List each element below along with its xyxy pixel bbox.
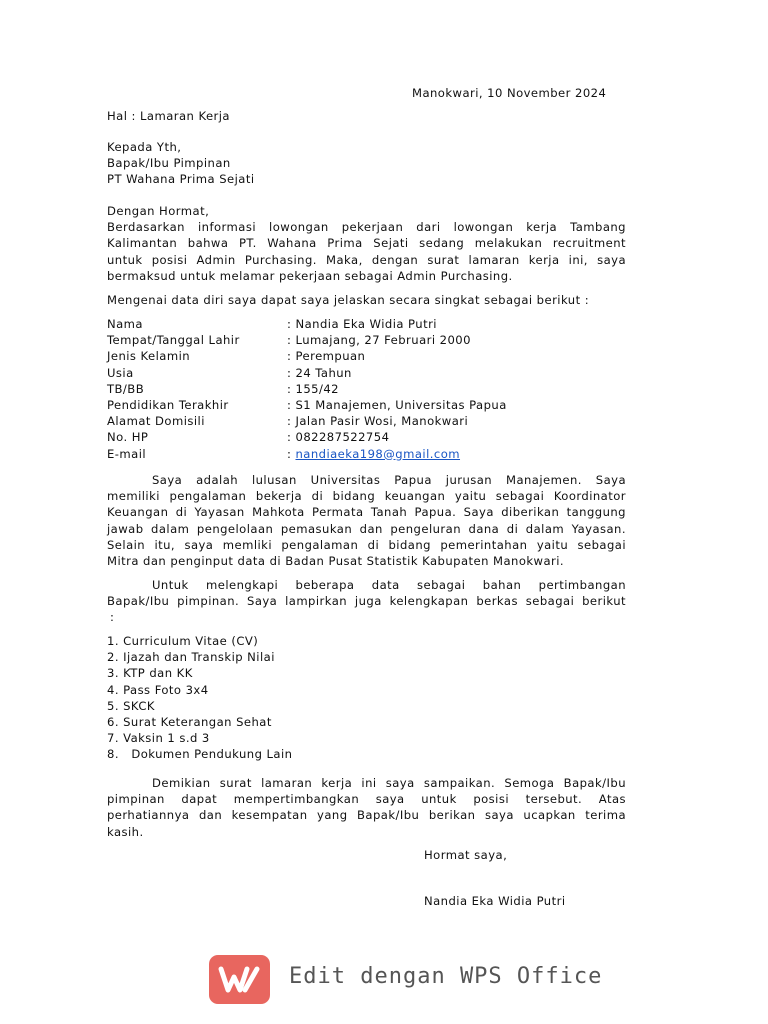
paragraph-line: Saya adalah lulusan Universitas Papua jurusan Manajemen. Saya	[152, 473, 626, 487]
personal-data-row	[107, 429, 626, 445]
wps-logo-glyph	[209, 955, 270, 1004]
letter-date: Manokwari, 10 November 2024	[412, 86, 607, 100]
list-item: 4. Pass Foto 3x4	[107, 682, 209, 697]
personal-data-table	[107, 316, 626, 462]
field-label: E-mail	[107, 446, 147, 461]
paragraph-line: Mengenai data diri saya dapat saya jelaskan secara singkat sebagai berikut :	[107, 293, 590, 307]
field-label: Tempat/Tanggal Lahir	[107, 333, 240, 348]
intro-paragraph	[107, 203, 626, 284]
email-row	[107, 446, 626, 462]
paragraph-line: Kalimantan bahwa PT. Wahana Prima Sejati sedang melakukan recruitment	[107, 236, 626, 251]
list-item: 3. KTP dan KK	[107, 666, 193, 681]
list-item: 8. Dokumen Pendukung Lain	[107, 747, 293, 762]
field-value: : 24 Tahun	[287, 365, 352, 380]
subject-line: Hal : Lamaran Kerja	[107, 109, 230, 123]
personal-data-row	[107, 381, 626, 397]
attachment-list	[107, 633, 626, 763]
field-label: TB/BB	[107, 381, 145, 396]
paragraph-line: Bapak/Ibu pimpinan. Saya lampirkan juga kelengkapan berkas sebagai berikut	[107, 594, 626, 609]
letter-subject	[107, 108, 626, 124]
paragraph-line: :	[110, 610, 115, 625]
paragraph-line: kasih.	[107, 824, 144, 839]
paragraph-line: Berdasarkan informasi lowongan pekerjaan dari lowongan kerja Tambang	[107, 220, 626, 235]
wps-logo-icon[interactable]	[209, 955, 270, 1004]
email-link[interactable]: nandiaeka198@gmail.com	[295, 446, 461, 461]
field-value: : Lumajang, 27 Februari 2000	[287, 333, 471, 348]
data-intro	[107, 292, 626, 308]
field-label: Alamat Domisili	[107, 414, 205, 429]
closing-paragraph	[107, 775, 626, 840]
paragraph-line: untuk posisi Admin Purchasing. Maka, dengan surat lamaran kerja ini, saya	[107, 252, 626, 267]
paragraph-line: memiliki pengalaman bekerja di bidang keuangan yaitu sebagai Koordinator	[107, 489, 626, 504]
greeting: Dengan Hormat,	[107, 204, 210, 218]
paragraph-line: bermaksud untuk melamar pekerjaan sebagai Admin Purchasing.	[107, 268, 513, 283]
field-label: Nama	[107, 317, 143, 331]
personal-data-row	[107, 348, 626, 364]
paragraph-line: Selain itu, saya memliki pengalaman di bidang pemerintahan yaitu sebagai	[107, 537, 626, 552]
field-label: Usia	[107, 365, 134, 380]
body-paragraph-experience	[107, 472, 626, 569]
field-label: Jenis Kelamin	[107, 349, 191, 364]
body-paragraph-attachments	[107, 577, 626, 626]
paragraph-line: Demikian surat lamaran kerja ini saya sampaikan. Semoga Bapak/Ibu	[152, 776, 626, 790]
recipient-line: Bapak/Ibu Pimpinan	[107, 156, 231, 171]
email-colon: :	[287, 446, 296, 461]
personal-data-row	[107, 332, 626, 348]
field-value: : S1 Manajemen, Universitas Papua	[287, 397, 507, 412]
field-label: Pendidikan Terakhir	[107, 397, 229, 412]
signoff: Hormat saya,	[424, 848, 508, 862]
list-item: 5. SKCK	[107, 698, 155, 713]
field-value: : 155/42	[287, 381, 339, 396]
paragraph-line: perhatiannya dan kesempatan yang Bapak/Ibu berikan saya ucapkan terima	[107, 808, 626, 823]
list-item: 6. Surat Keterangan Sehat	[107, 714, 272, 729]
field-value: : Nandia Eka Widia Putri	[287, 317, 437, 331]
signature-name: Nandia Eka Widia Putri	[424, 894, 566, 908]
recipient-line: PT Wahana Prima Sejati	[107, 172, 255, 187]
field-value: : Perempuan	[287, 349, 366, 364]
edit-with-wps-link[interactable]: Edit dengan WPS Office	[289, 964, 603, 989]
paragraph-line: pimpinan dapat mempertimbangkan saya untuk posisi tersebut. Atas	[107, 792, 626, 807]
personal-data-row	[107, 413, 626, 429]
personal-data-row	[107, 316, 626, 332]
personal-data-row	[107, 365, 626, 381]
paragraph-line: Keuangan di Yayasan Mahkota Permata Tanah Papua. Saya diberikan tanggung	[107, 505, 626, 520]
paragraph-line: jawab dalam pengelolaan pemasukan dan pengeluran dana di dalam Yayasan.	[107, 521, 626, 536]
paragraph-line: Untuk melengkapi beberapa data sebagai bahan pertimbangan	[152, 578, 626, 592]
field-value: : Jalan Pasir Wosi, Manokwari	[287, 414, 469, 429]
list-item: 1. Curriculum Vitae (CV)	[107, 634, 259, 648]
field-value	[287, 446, 460, 462]
list-item: 2. Ijazah dan Transkip Nilai	[107, 650, 275, 665]
recipient-block	[107, 139, 626, 188]
paragraph-line: Mitra dan penginput data di Badan Pusat Statistik Kabupaten Manokwari.	[107, 553, 565, 568]
recipient-line: Kepada Yth,	[107, 140, 182, 154]
field-label: No. HP	[107, 430, 149, 445]
field-value: : 082287522754	[287, 430, 390, 445]
personal-data-row	[107, 397, 626, 413]
list-item: 7. Vaksin 1 s.d 3	[107, 731, 210, 746]
